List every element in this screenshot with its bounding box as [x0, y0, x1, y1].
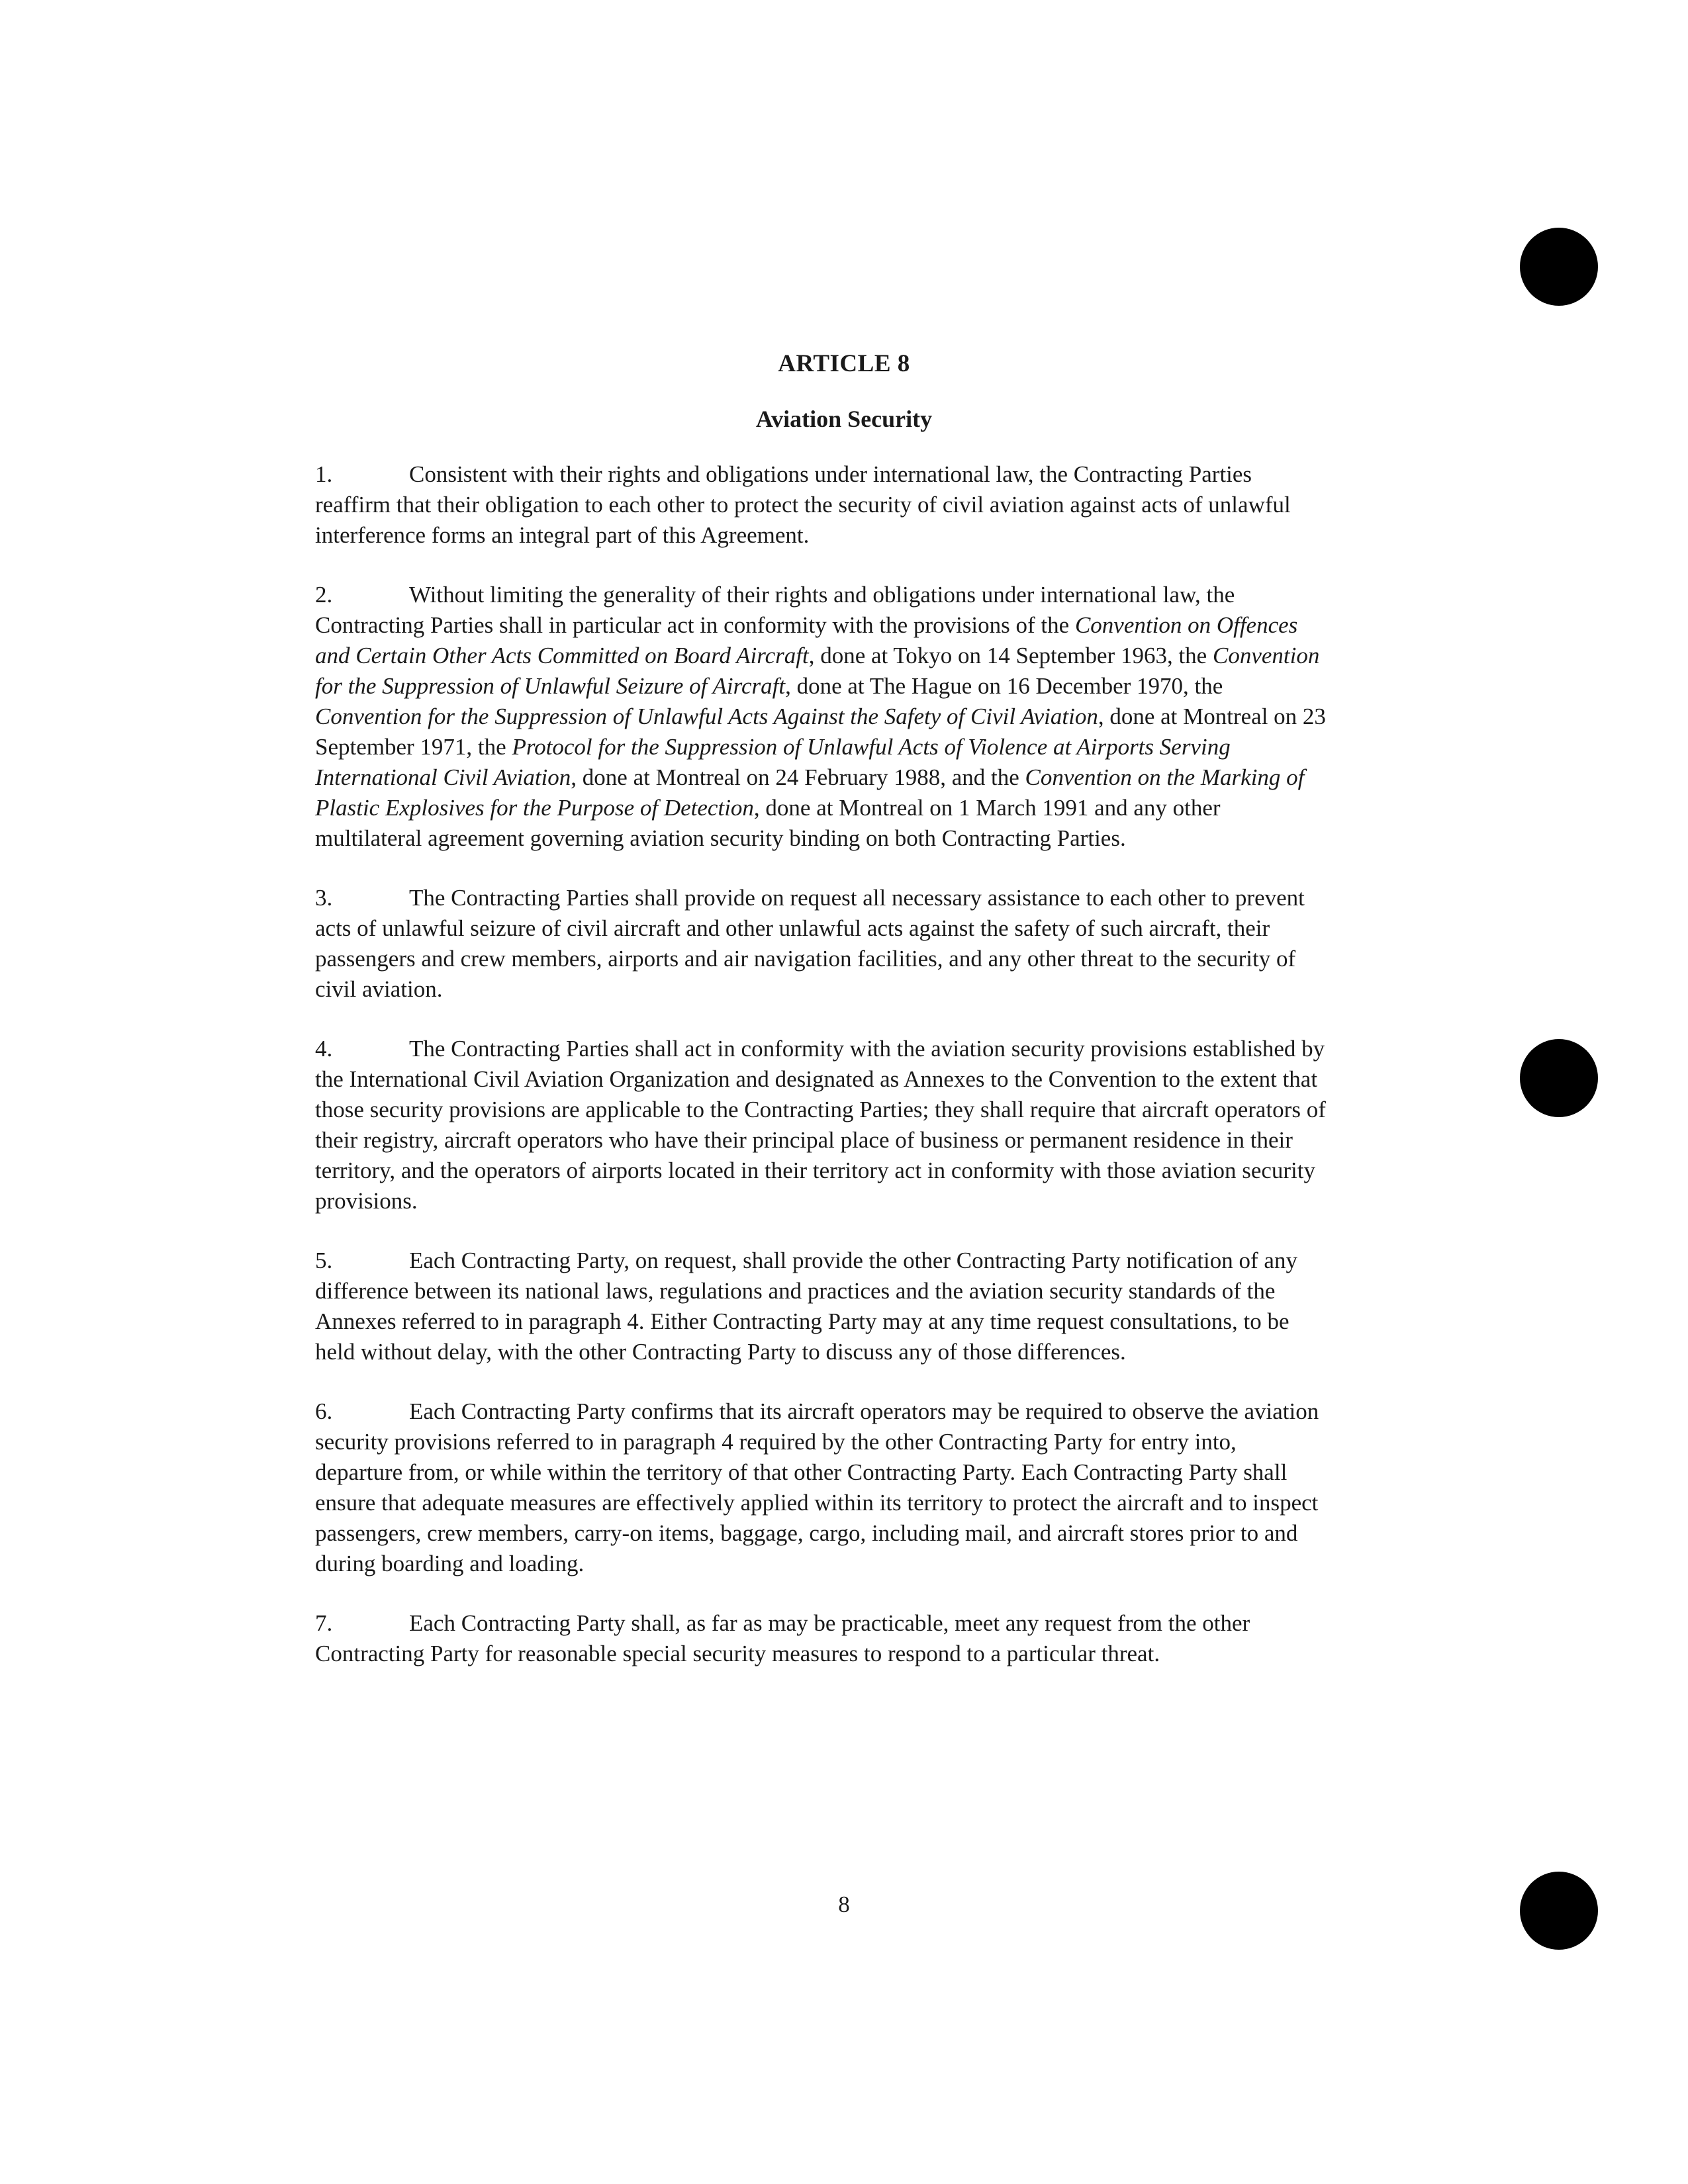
- paragraph-text: , done at The Hague on 16 December 1970, the: [785, 673, 1223, 699]
- paragraph-text: , done at Tokyo on 14 September 1963, the: [808, 643, 1213, 668]
- treaty-title-hague-convention: Convention for the Suppression of Unlawful Seizure of Aircraft: [315, 643, 1320, 699]
- paragraph-number: 1.: [315, 461, 333, 487]
- paragraph-text: , done at Montreal on 23 September 1971, the: [315, 704, 1326, 760]
- paragraph-number: 4.: [315, 1036, 333, 1062]
- paragraph-text: , done at Montreal on 1 March 1991 and any other multilateral agreement governing aviation security binding on both Contracting Parties.: [315, 795, 1221, 851]
- paragraph-text: The Contracting Parties shall act in conformity with the aviation security provisions established by the International Civil Aviation Organization and designated as Annexes to the Convention to the extent that those security provisions are applicable to the Contracting Parties; they shall require that aircraft operators of their registry, aircraft operators who have their principal place of business or permanent residence in their territory, and the operators of airports located in their territory act in conformity with those aviation security provisions.: [315, 1036, 1326, 1214]
- punch-hole-top: [1520, 228, 1598, 306]
- paragraph-1: [315, 459, 1327, 551]
- punch-hole-middle: [1520, 1039, 1598, 1117]
- paragraph-number: 5.: [315, 1248, 333, 1273]
- paragraph-text: Each Contracting Party confirms that its aircraft operators may be required to observe the aviation security provisions referred to in paragraph 4 required by the other Contracting Party for entry into, departure from, or while within the territory of that other Contracting Party. Each Contracting Party shall ensure that adequate measures are effectively applied within its territory to protect the aircraft and to inspect passengers, crew members, carry-on items, baggage, cargo, including mail, and aircraft stores prior to and during boarding and loading.: [315, 1398, 1319, 1576]
- treaty-title-montreal-convention: Convention for the Suppression of Unlawful Acts Against the Safety of Civil Aviation: [315, 704, 1098, 729]
- treaty-title-tokyo-convention: Convention on Offences and Certain Other Acts Committed on Board Aircraft: [315, 612, 1298, 668]
- paragraph-text: Consistent with their rights and obligations under international law, the Contracting Parties reaffirm that their obligation to each other to protect the security of civil aviation against acts of unlawful interference forms an integral part of this Agreement.: [315, 461, 1291, 548]
- paragraph-text: The Contracting Parties shall provide on request all necessary assistance to each other to prevent acts of unlawful seizure of civil aircraft and other unlawful acts against the safety of such aircraft, their passengers and crew members, airports and air navigation facilities, and any other threat to the security of civil aviation.: [315, 885, 1305, 1002]
- paragraph-6: [315, 1396, 1327, 1579]
- paragraph-5: [315, 1246, 1327, 1367]
- page-number: 8: [838, 1891, 850, 1917]
- paragraph-number: 7.: [315, 1610, 333, 1636]
- treaty-title-plastic-explosives-convention: Convention on the Marking of Plastic Explosives for the Purpose of Detection: [315, 764, 1305, 821]
- paragraph-number: 6.: [315, 1398, 333, 1424]
- paragraph-4: [315, 1034, 1327, 1216]
- paragraph-number: 2.: [315, 582, 333, 608]
- paragraph-number: 3.: [315, 885, 333, 911]
- paragraph-text: Each Contracting Party, on request, shall provide the other Contracting Party notification of any difference between its national laws, regulations and practices and the aviation security standards of the Annexes referred to in paragraph 4. Either Contracting Party may at any time request consultations, to be held without delay, with the other Contracting Party to discuss any of those differences.: [315, 1248, 1297, 1365]
- article-title: Aviation Security: [755, 406, 933, 432]
- treaty-title-airports-protocol: Protocol for the Suppression of Unlawful Acts of Violence at Airports Serving International Civil Aviation: [315, 734, 1231, 790]
- paragraph-7: [315, 1608, 1327, 1669]
- article-body: [315, 459, 1327, 1698]
- paragraph-text: Each Contracting Party shall, as far as may be practicable, meet any request from the other Contracting Party for reasonable special security measures to respond to a particular threat.: [315, 1610, 1250, 1666]
- paragraph-2: [315, 580, 1327, 854]
- article-heading: ARTICLE 8: [778, 350, 910, 377]
- paragraph-text: Without limiting the generality of their rights and obligations under international law, the Contracting Parties shall in particular act in conformity with the provisions of the: [315, 582, 1235, 638]
- paragraph-3: [315, 883, 1327, 1005]
- paragraph-text: , done at Montreal on 24 February 1988, and the: [571, 764, 1025, 790]
